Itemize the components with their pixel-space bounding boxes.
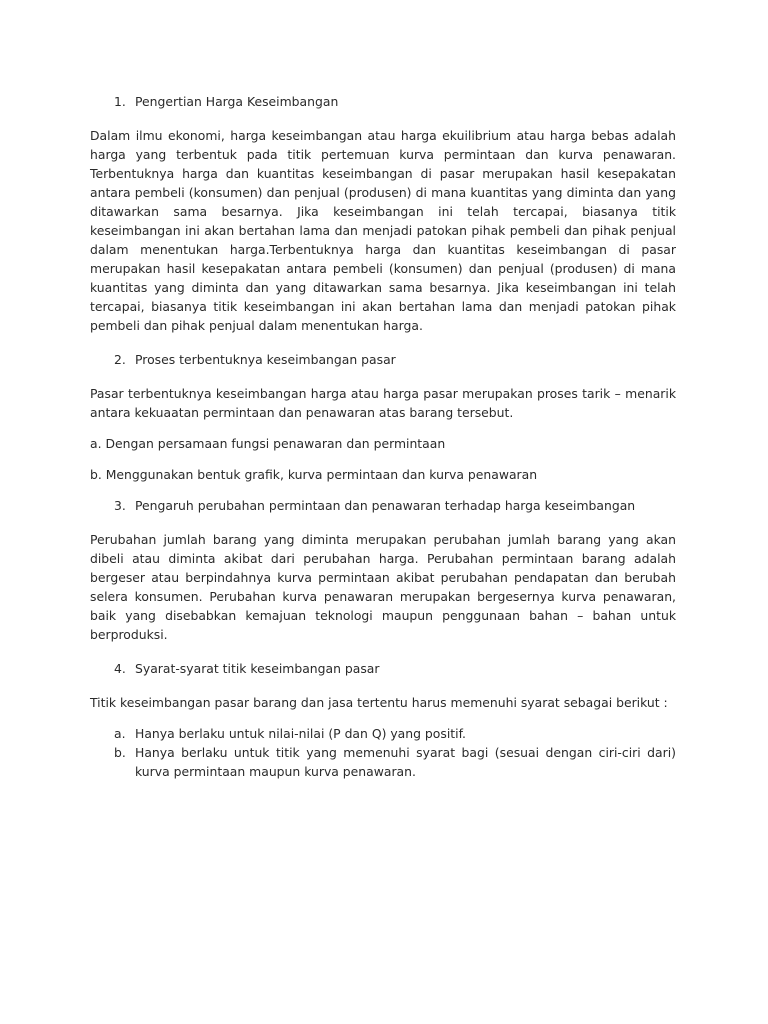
section-title: Proses terbentuknya keseimbangan pasar <box>135 352 396 367</box>
section-number: 2. <box>114 352 126 367</box>
section-1-paragraph: Dalam ilmu ekonomi, harga keseimbangan atau harga ekuilibrium atau harga bebas adalah harga yang terbentuk pada titik pertemuan kurva permintaan dan kurva penawaran. Terbentuknya harga dan kuantitas keseimbangan di pasar merupakan hasil kesepakatan antara pembeli (konsumen) dan penjual (produsen) di mana kuantitas yang diminta dan yang ditawarkan sama besarnya. Jika keseimbangan ini telah tercapai, biasanya titik keseimbangan ini akan bertahan lama dan menjadi patokan pihak pembeli dan pihak penjual dalam menentukan harga.Terbentuknya harga dan kuantitas keseimbangan di pasar merupakan hasil kesepakatan antara pembeli (konsumen) dan penjual (produsen) di mana kuantitas yang diminta dan yang ditawarkan sama besarnya. Jika keseimbangan ini telah tercapai, biasanya titik keseimbangan ini akan bertahan lama dan menjadi patokan pihak pembeli dan pihak penjual dalam menentukan harga. <box>90 128 676 333</box>
list-marker: a. <box>114 726 126 741</box>
section-title: Syarat-syarat titik keseimbangan pasar <box>135 661 380 676</box>
section-1-heading <box>114 92 676 111</box>
section-2-point-b: b. Menggunakan bentuk grafik, kurva permintaan dan kurva penawaran <box>90 467 538 482</box>
section-number: 1. <box>114 94 126 109</box>
section-2-point-a: a. Dengan persamaan fungsi penawaran dan permintaan <box>90 436 446 451</box>
section-number: 4. <box>114 661 126 676</box>
list-marker: b. <box>114 745 126 760</box>
section-3-paragraph: Perubahan jumlah barang yang diminta merupakan perubahan jumlah barang yang akan dibeli atau diminta akibat dari perubahan harga. Perubahan permintaan barang adalah bergeser atau berpindahnya kurva permintaan akibat perubahan pendapatan dan berubah selera konsumen. Perubahan kurva penawaran merupakan bergesernya kurva penawaran, baik yang disebabkan kemajuan teknologi maupun penggunaan bahan – bahan untuk berproduksi. <box>90 532 676 642</box>
document-page <box>90 92 676 781</box>
section-3-heading <box>114 496 676 515</box>
section-number: 3. <box>114 498 126 513</box>
section-2-paragraph: Pasar terbentuknya keseimbangan harga atau harga pasar merupakan proses tarik – menarik antara kekuaatan permintaan dan penawaran atas barang tersebut. <box>90 386 676 420</box>
list-text: Hanya berlaku untuk nilai-nilai (P dan Q) yang positif. <box>135 726 466 741</box>
section-title: Pengertian Harga Keseimbangan <box>135 94 339 109</box>
section-title: Pengaruh perubahan permintaan dan penawaran terhadap harga keseimbangan <box>135 498 636 513</box>
list-item <box>114 743 676 781</box>
list-text: Hanya berlaku untuk titik yang memenuhi syarat bagi (sesuai dengan ciri-ciri dari) kurva permintaan maupun kurva penawaran. <box>135 745 676 779</box>
list-item <box>114 724 676 743</box>
section-2-heading <box>114 350 676 369</box>
section-4-paragraph: Titik keseimbangan pasar barang dan jasa tertentu harus memenuhi syarat sebagai berikut : <box>90 695 668 710</box>
section-4-heading <box>114 659 676 678</box>
